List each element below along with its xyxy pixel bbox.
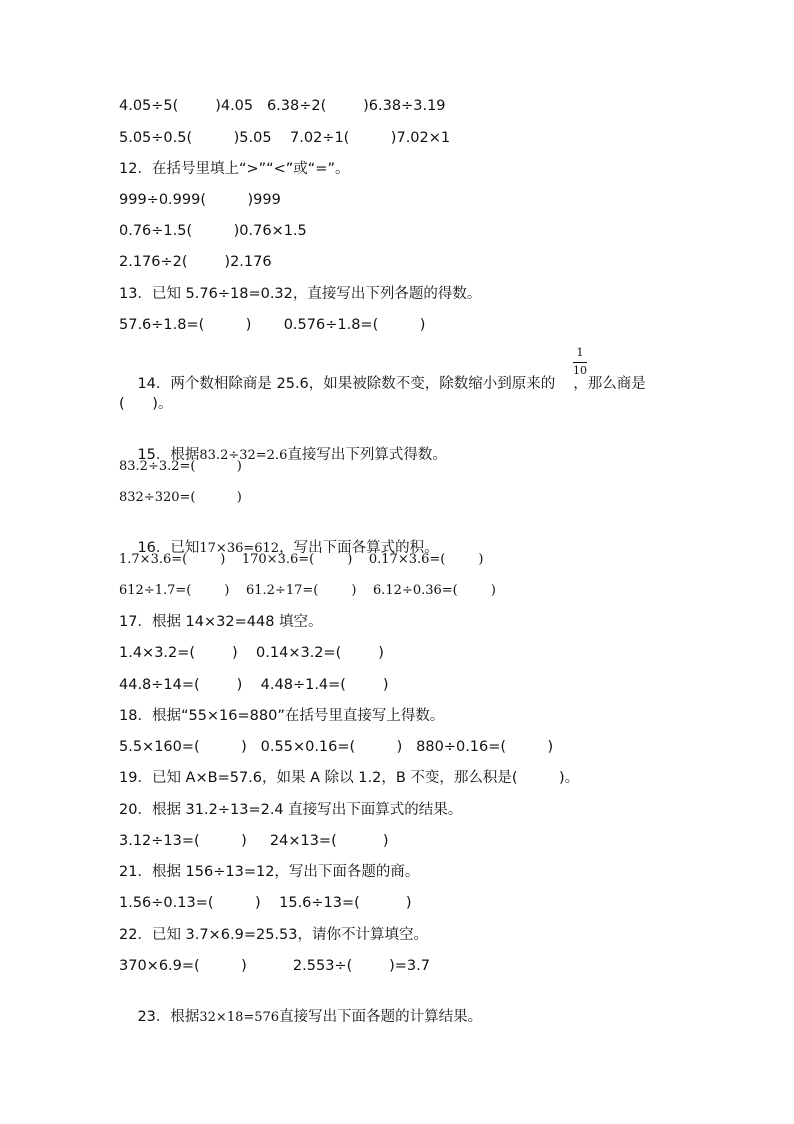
problem-line-22a: 370×6.9=( ) 2.553÷( )=3.7 [119,958,430,974]
fraction-denominator: 10 [573,364,587,377]
problem-line-13a: 57.6÷1.8=( ) 0.576÷1.8=( ) [119,317,426,333]
question-23-text-after: 直接写出下面各题的计算结果。 [279,1009,483,1025]
problem-line-12c: 2.176÷2( )2.176 [119,254,272,270]
fraction-numerator: 1 [576,346,584,359]
question-15-text-before: 15．根据 [137,447,200,463]
question-14-answer: ( )。 [119,396,173,412]
question-16-formula: 17×36=612 [199,541,280,556]
question-23-title [119,987,482,1048]
question-17-title: 17．根据 14×32=448 填空。 [119,614,323,630]
question-16-text-before: 16．已知 [137,540,200,556]
problem-line-2: 5.05÷0.5( )5.05 7.02÷1( )7.02×1 [119,130,451,146]
problem-line-17b: 44.8÷14=( ) 4.48÷1.4=( ) [119,677,389,693]
question-20-title: 20．根据 31.2÷13=2.4 直接写出下面算式的结果。 [119,802,463,818]
question-14-text-after: ，那么商是 [573,376,646,392]
question-22-title: 22．已知 3.7×6.9=25.53，请你不计算填空。 [119,927,428,943]
problem-line-15b: 832÷320=( ) [119,490,242,505]
problem-line-21a: 1.56÷0.13=( ) 15.6÷13=( ) [119,895,412,911]
problem-line-20a: 3.12÷13=( ) 24×13=( ) [119,833,389,849]
question-13-title: 13．已知 5.76÷18=0.32，直接写出下列各题的得数。 [119,286,482,302]
problem-line-16b: 612÷1.7=( ) 61.2÷17=( ) 6.12÷0.36=( ) [119,583,496,598]
problem-line-17a: 1.4×3.2=( ) 0.14×3.2=( ) [119,645,384,661]
problem-line-12a: 999÷0.999( )999 [119,192,281,208]
question-18-title: 18．根据“55×16=880”在括号里直接写上得数。 [119,708,445,724]
question-16-text-after: ，写出下面各算式的积。 [279,540,439,556]
problem-line-12b: 0.76÷1.5( )0.76×1.5 [119,223,307,239]
question-15-text-after: 直接写出下列算式得数。 [287,447,447,463]
question-14-title [119,354,646,414]
question-15-formula: 83.2÷32=2.6 [199,448,288,463]
problem-line-16a: 1.7×3.6=( ) 170×3.6=( ) 0.17×3.6=( ) [119,552,484,567]
question-23-text-before: 23．根据 [137,1009,200,1025]
question-19-title: 19．已知 A×B=57.6，如果 A 除以 1.2，B 不变，那么积是( )。 [119,770,580,786]
question-23-formula: 32×18=576 [199,1010,280,1025]
problem-line-15a: 83.2÷3.2=( ) [119,459,242,474]
problem-line-18a: 5.5×160=( ) 0.55×0.16=( ) 880÷0.16=( ) [119,739,554,755]
question-12-title: 12．在括号里填上“>”“<”或“=”。 [119,161,350,177]
fraction-bar [573,362,587,363]
question-14-text-before: 14．两个数相除商是 25.6，如果被除数不变，除数缩小到原来的 [137,376,556,392]
question-21-title: 21．根据 156÷13=12，写出下面各题的商。 [119,864,420,880]
problem-line-1: 4.05÷5( )4.05 6.38÷2( )6.38÷3.19 [119,98,446,114]
